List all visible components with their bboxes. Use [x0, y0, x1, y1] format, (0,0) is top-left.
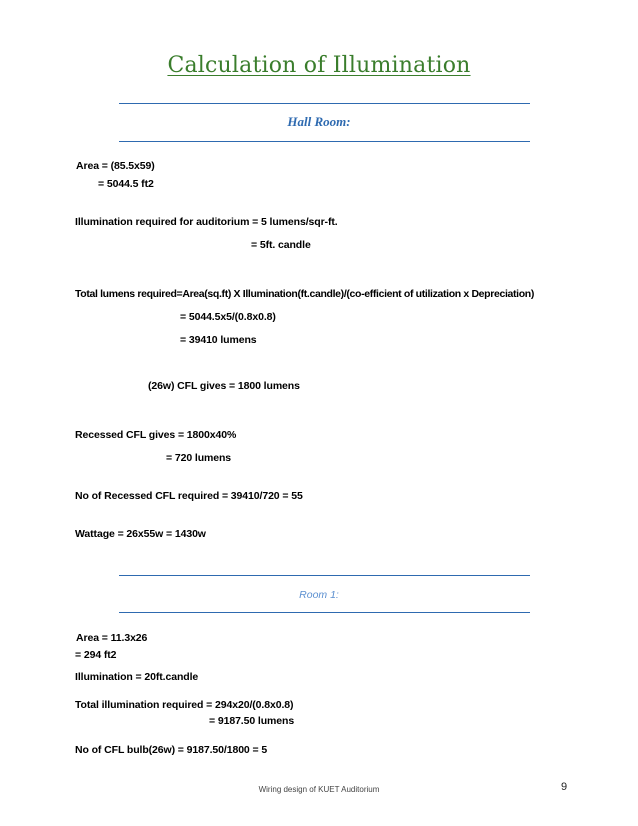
- section-heading-hall-room: Hall Room:: [287, 114, 351, 129]
- heading-rule-bottom: [119, 141, 530, 142]
- area-result-line: = 5044.5 ft2: [98, 178, 154, 190]
- room-rule-top: [119, 575, 530, 576]
- recessed-cfl-line: Recessed CFL gives = 1800x40%: [75, 429, 237, 441]
- total-lumens-calc-line: = 5044.5x5/(0.8x0.8): [180, 311, 276, 323]
- recessed-cfl-result-line: = 720 lumens: [166, 452, 232, 464]
- room-area-result-line: = 294 ft2: [75, 649, 117, 661]
- illumination-required-line: Illumination required for auditorium = 5 lumens/sqr-ft.: [75, 216, 338, 228]
- room-rule-bottom: [119, 612, 530, 613]
- page-title: Calculation of Illumination: [167, 53, 471, 78]
- wattage-line: Wattage = 26x55w = 1430w: [75, 528, 206, 540]
- illumination-candle-line: = 5ft. candle: [251, 239, 311, 251]
- recessed-cfl-count-line: No of Recessed CFL required = 39410/720 = 55: [75, 490, 303, 502]
- room-illumination-line: Illumination = 20ft.candle: [75, 671, 199, 683]
- cfl-output-line: (26w) CFL gives = 1800 lumens: [148, 380, 300, 392]
- total-lumens-result-line: = 39410 lumens: [180, 334, 257, 346]
- room-total-illumination-result-line: = 9187.50 lumens: [209, 715, 295, 727]
- room-total-illumination-line: Total illumination required = 294x20/(0.8x0.8): [75, 699, 294, 711]
- area-line: Area = (85.5x59): [76, 160, 155, 172]
- room-area-line: Area = 11.3x26: [76, 632, 148, 644]
- section-heading-room-1: Room 1:: [299, 589, 339, 601]
- total-lumens-formula-line: Total lumens required=Area(sq.ft) X Illumination(ft.candle)/(co-efficient of utilization x Depreciation): [75, 288, 534, 300]
- room-cfl-count-line: No of CFL bulb(26w) = 9187.50/1800 = 5: [75, 744, 268, 756]
- page-footer: Wiring design of KUET Auditorium: [258, 785, 380, 794]
- page-number: 9: [561, 781, 568, 793]
- heading-rule-top: [119, 103, 530, 104]
